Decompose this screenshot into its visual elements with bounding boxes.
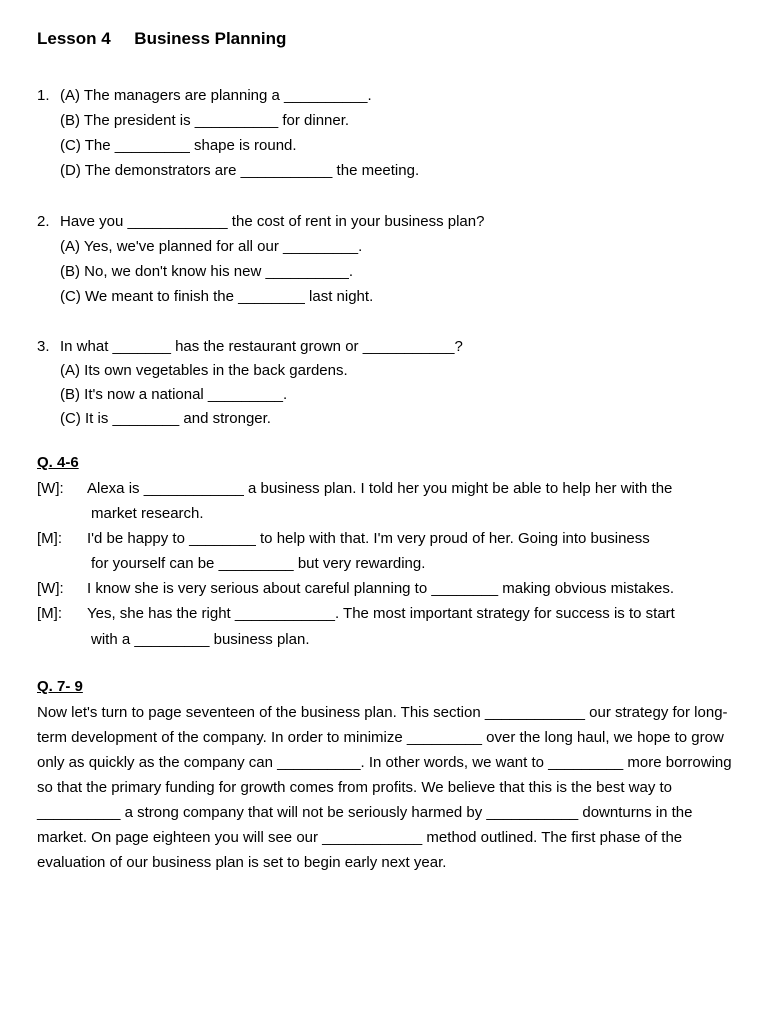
question-1-option-b: (B) The president is __________ for dinner. — [60, 112, 350, 129]
question-3-option-a: (A) Its own vegetables in the back gardens. — [60, 362, 348, 379]
dialog-speaker: [M]: — [37, 530, 62, 547]
question-1-option-c: (C) The _________ shape is round. — [60, 137, 297, 154]
dialog-speaker: [W]: — [37, 480, 64, 497]
passage-paragraph: Now let's turn to page seventeen of the business plan. This section ____________ our strategy for long-term development of the company. In order to minimize _________ over the long haul, we hope to grow only as quickly as the company can __________. In other words, we want to _________ more borrowing so that the primary funding for growth comes from profits. We believe that this is the best way to __________ a strong company that will not be seriously harmed by ___________ downturns in the market. On page eighteen you will see our ____________ method outlined. The first phase of the evaluation of our business plan is set to begin early next year. — [37, 704, 732, 871]
dialog-line: I know she is very serious about careful planning to ________ making obvious mistakes. — [87, 580, 674, 597]
question-1-option-d: (D) The demonstrators are ___________ the meeting. — [60, 162, 420, 179]
dialog-speaker: [M]: — [37, 605, 62, 622]
question-2-text: Have you ____________ the cost of rent in your business plan? — [60, 213, 485, 230]
question-3-option-c: (C) It is ________ and stronger. — [60, 410, 271, 427]
dialog-line-continuation: market research. — [91, 505, 204, 522]
question-2-option-b: (B) No, we don't know his new __________. — [60, 263, 354, 280]
dialog-line: Alexa is ____________ a business plan. I told her you might be able to help her with the — [87, 480, 673, 497]
page-title: Lesson 4 Business Planning — [37, 29, 287, 48]
section-heading-q7-9: Q. 7- 9 — [37, 678, 83, 695]
dialog-line-continuation: for yourself can be _________ but very rewarding. — [91, 555, 426, 572]
question-1-number: 1. — [37, 87, 50, 104]
question-2-option-c: (C) We meant to finish the ________ last night. — [60, 288, 374, 305]
question-3-number: 3. — [37, 338, 50, 355]
question-1-option-a: (A) The managers are planning a __________. — [60, 87, 372, 104]
question-3-text: In what _______ has the restaurant grown or ___________? — [60, 338, 463, 355]
section-heading-q4-6: Q. 4-6 — [37, 454, 79, 471]
dialog-line-continuation: with a _________ business plan. — [91, 631, 310, 648]
question-3-option-b: (B) It's now a national _________. — [60, 386, 288, 403]
dialog-speaker: [W]: — [37, 580, 64, 597]
dialog-line: Yes, she has the right ____________. The most important strategy for success is to start — [87, 605, 675, 622]
question-2-number: 2. — [37, 213, 50, 230]
dialog-line: I'd be happy to ________ to help with that. I'm very proud of her. Going into business — [87, 530, 650, 547]
question-2-option-a: (A) Yes, we've planned for all our _________. — [60, 238, 363, 255]
